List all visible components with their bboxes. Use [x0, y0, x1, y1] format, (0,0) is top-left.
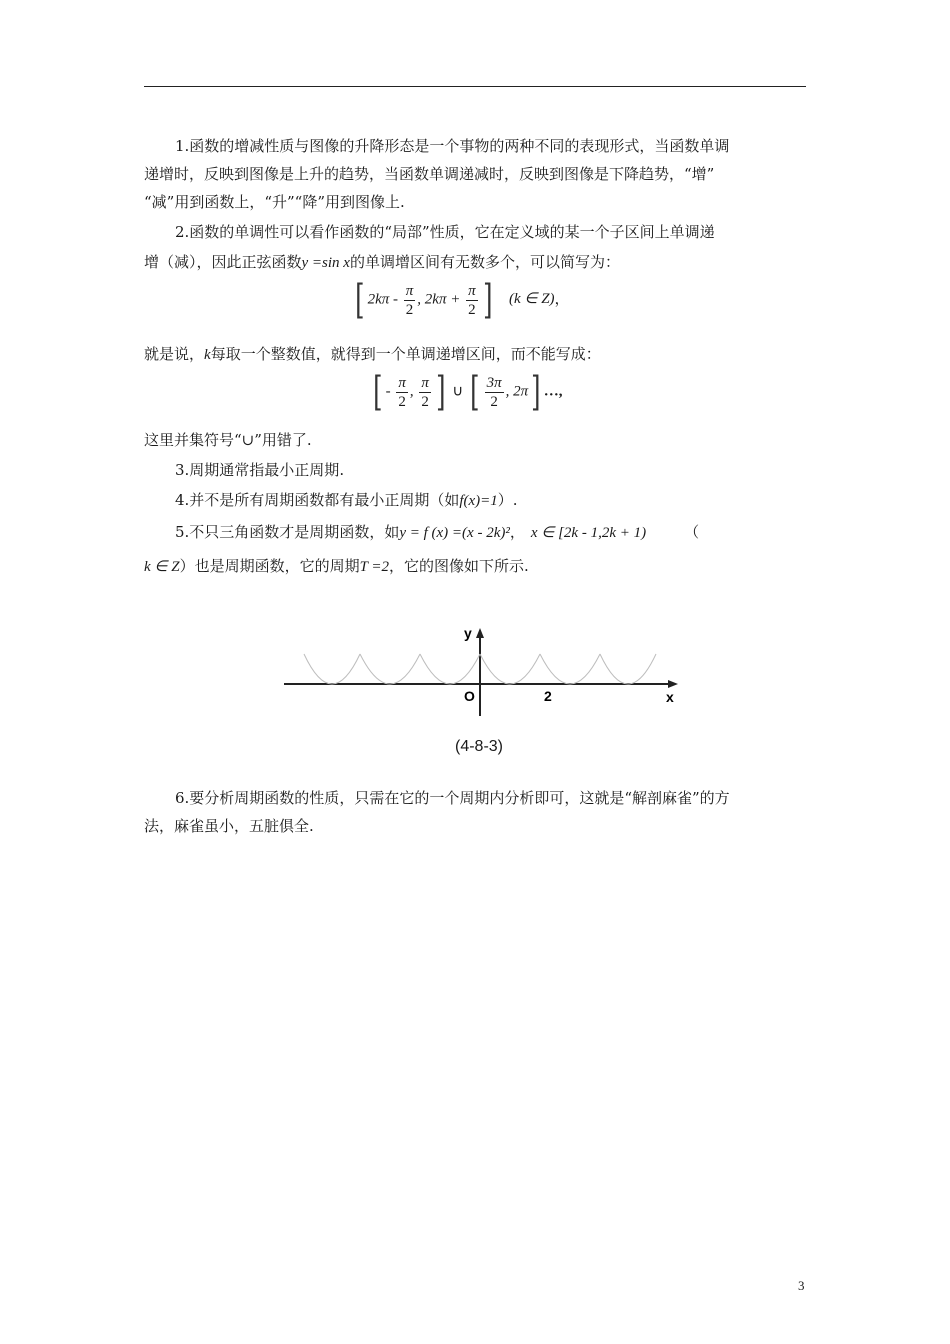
para2-line3 [144, 344, 601, 365]
frac-pi-over-2-a: $\frac{\pi}{2}$ [405, 282, 414, 318]
formula2-minus: - [385, 383, 391, 400]
para4-pre: 4.并不是所有周期函数都有最小正周期（如 [175, 491, 460, 509]
para2-line2-pre: 增（减），因此正弦函数 [144, 253, 302, 271]
para5-line2 [144, 556, 529, 577]
origin-label: O [464, 688, 475, 704]
para5-pre: 5.不只三角函数才是周期函数，如 [175, 523, 400, 541]
x-axis-arrow [668, 680, 678, 688]
frac-pi-over-2-d: $\frac{\pi}{2}$ [421, 374, 429, 410]
k-variable: k [204, 347, 211, 363]
arc-6 [600, 654, 656, 684]
formula1-tail: ， [554, 291, 570, 308]
k-in-z-expr: k ∈ Z [144, 559, 180, 575]
y-axis-label: y [464, 625, 472, 641]
para2-line3-post: 每取一个整数值，就得到一个单调递增区间，而不能写成： [210, 345, 601, 363]
para2-line1: 2.函数的单调性可以看作函数的“局部”性质，它在定义域的某一个子区间上单调递 [175, 223, 715, 241]
header-rule [144, 86, 806, 87]
para2-line2 [144, 252, 620, 273]
para6-line2: 法，麻雀虽小，五脏俱全. [144, 817, 314, 835]
para5-line2-post: ）也是周期函数，它的周期 [179, 557, 360, 575]
union-symbol: ∪ [452, 383, 464, 400]
x-axis-label: x [666, 689, 674, 705]
para4-post: ）. [497, 491, 518, 509]
para1-line3: “减”用到函数上，“升”“降”用到图像上. [144, 193, 405, 211]
para2-line3-pre: 就是说， [144, 345, 205, 363]
para6-line1: 6.要分析周期函数的性质，只需在它的一个周期内分析即可，这就是“解剖麻雀”的方 [175, 789, 730, 807]
page-number: 3 [798, 1278, 805, 1293]
para5-paren: （ [684, 523, 700, 541]
figure-caption: (4-8-3) [455, 738, 504, 755]
formula-increasing-interval [352, 277, 570, 323]
para2-line4: 这里并集符号“∪”用错了. [144, 431, 312, 449]
frac-pi-over-2-c: $\frac{\pi}{2}$ [398, 374, 406, 410]
left-bracket: [ [373, 369, 383, 415]
arc-2 [360, 654, 420, 684]
periodic-function-graph [280, 620, 690, 720]
para2-line2-post: 的单调增区间有无数多个，可以简写为： [349, 253, 620, 271]
right-bracket: ] [482, 277, 493, 323]
left-bracket-2: [ [470, 369, 480, 415]
right-bracket-2: ] [531, 369, 541, 415]
arc-3 [420, 654, 480, 684]
left-bracket: [ [355, 277, 365, 323]
sine-function-expr: y =sin x [301, 255, 350, 271]
para3: 3.周期通常指最小正周期. [175, 461, 345, 479]
formula-wrong-union [370, 369, 563, 415]
period-expr: T =2 [359, 559, 390, 575]
formula2-ellipsis: …, [543, 383, 563, 400]
para5-mid: ， [509, 523, 525, 541]
arc-1 [304, 654, 360, 684]
para1-line1: 1.函数的增减性质与图像的升降形态是一个事物的两种不同的表现形式，当函数单调 [175, 137, 730, 155]
frac-3pi-over-2: $\frac{3\pi}{2}$ [486, 374, 502, 410]
para1-line2: 递增时，反映到图像是上升的趋势，当函数单调递减时，反映到图像是下降趋势，“增” [144, 165, 715, 183]
para5-line1 [175, 522, 699, 543]
formula2-part-c: , 2π [505, 383, 529, 400]
formula1-part-a: 2kπ - [367, 291, 399, 308]
frac-pi-over-2-b: $\frac{\pi}{2}$ [468, 282, 476, 318]
formula1-part-b: , 2kπ + [417, 291, 461, 308]
para5-line2-end: ，它的图像如下所示. [389, 557, 529, 575]
formula1-condition: (k ∈ Z) [508, 291, 555, 308]
constant-function-expr: f(x)=1 [459, 493, 498, 509]
right-bracket: ] [436, 369, 446, 415]
y-axis-arrow [476, 628, 484, 638]
arc-5 [540, 654, 600, 684]
periodic-function-expr: y = f (x) =(x - 2k)² [399, 525, 510, 541]
domain-interval-expr: x ∈ [2k - 1,2k + 1) [530, 525, 647, 541]
tick-label-2: 2 [544, 688, 552, 704]
para4 [175, 490, 518, 511]
arc-4 [480, 654, 540, 684]
formula2-comma: , [409, 383, 414, 400]
